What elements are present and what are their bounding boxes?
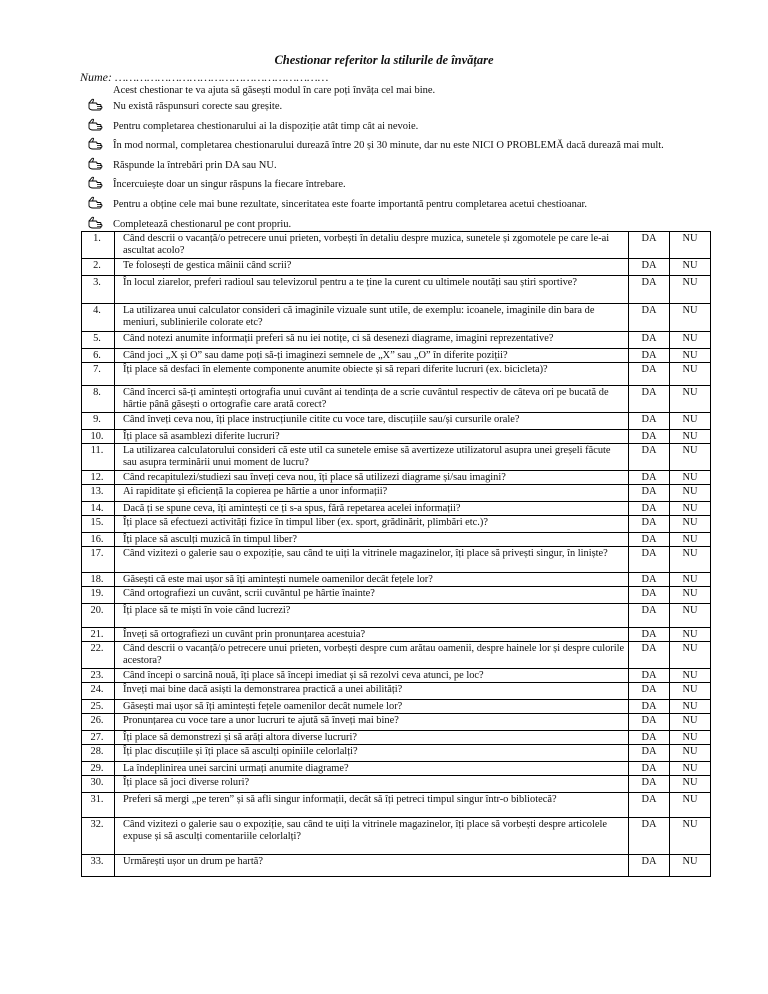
- question-row: [82, 533, 711, 547]
- answer-nu[interactable]: NU: [670, 332, 711, 349]
- instruction-item: [88, 137, 728, 157]
- answer-nu[interactable]: NU: [670, 413, 711, 430]
- hand-pointer-icon: [88, 157, 104, 170]
- answer-da[interactable]: DA: [629, 502, 670, 516]
- question-text: Îți place să demonstrezi și să arăți altora diverse lucruri?: [115, 731, 629, 745]
- question-text: Când descrii o vacanță/o petrecere unui prieten, vorbești despre cum arătau oamenii, despre hainele lor și despre culorile acestora?: [115, 642, 629, 669]
- answer-da[interactable]: DA: [629, 485, 670, 502]
- question-row: [82, 776, 711, 793]
- answer-nu[interactable]: NU: [670, 363, 711, 386]
- question-text: Când recapitulezi/studiezi sau înveți ceva nou, îți place să utilizezi diagrame și/sau imagini?: [115, 471, 629, 485]
- answer-da[interactable]: DA: [629, 413, 670, 430]
- question-text: Ai rapiditate și eficiență la copierea pe hârtie a unor informații?: [115, 485, 629, 502]
- instruction-item: [88, 196, 728, 216]
- question-text: Când ortografiezi un cuvânt, scrii cuvântul pe hârtie înainte?: [115, 587, 629, 604]
- answer-da[interactable]: DA: [629, 762, 670, 776]
- answer-nu[interactable]: NU: [670, 604, 711, 628]
- question-row: [82, 855, 711, 877]
- answer-nu[interactable]: NU: [670, 818, 711, 855]
- question-number: 14.: [82, 502, 115, 516]
- answer-da[interactable]: DA: [629, 818, 670, 855]
- answer-nu[interactable]: NU: [670, 714, 711, 731]
- question-row: [82, 587, 711, 604]
- question-row: [82, 669, 711, 683]
- answer-nu[interactable]: NU: [670, 683, 711, 700]
- question-text: Urmărești ușor un drum pe hartă?: [115, 855, 629, 877]
- question-text: Când notezi anumite informații preferi să nu iei notițe, ci să desenezi diagrame, imagini reprezentative?: [115, 332, 629, 349]
- question-number: 27.: [82, 731, 115, 745]
- question-text: Când începi o sarcină nouă, îți place să începi imediat și să rezolvi ceva atunci, pe loc?: [115, 669, 629, 683]
- question-row: [82, 731, 711, 745]
- question-number: 17.: [82, 547, 115, 573]
- answer-da[interactable]: DA: [629, 259, 670, 276]
- answer-da[interactable]: DA: [629, 573, 670, 587]
- answer-nu[interactable]: NU: [670, 793, 711, 818]
- page-title: Chestionar referitor la stilurile de învățare: [274, 53, 494, 67]
- hand-pointer-icon: [88, 137, 104, 150]
- question-number: 4.: [82, 304, 115, 332]
- instruction-text: Răspunde la întrebări prin DA sau NU.: [113, 159, 277, 171]
- answer-nu[interactable]: NU: [670, 642, 711, 669]
- instruction-item: [88, 118, 728, 138]
- answer-da[interactable]: DA: [629, 587, 670, 604]
- answer-da[interactable]: DA: [629, 855, 670, 877]
- question-text: Îți place să asamblezi diferite lucruri?: [115, 430, 629, 444]
- question-row: [82, 573, 711, 587]
- answer-nu[interactable]: NU: [670, 276, 711, 304]
- question-row: [82, 628, 711, 642]
- answer-nu[interactable]: NU: [670, 776, 711, 793]
- question-text: Găsești că este mai ușor să îți amintești numele oamenilor decât fețele lor?: [115, 573, 629, 587]
- question-number: 28.: [82, 745, 115, 762]
- question-number: 16.: [82, 533, 115, 547]
- question-number: 10.: [82, 430, 115, 444]
- question-row: [82, 547, 711, 573]
- answer-nu[interactable]: NU: [670, 700, 711, 714]
- question-number: 2.: [82, 259, 115, 276]
- instruction-item: [88, 98, 728, 118]
- answer-da[interactable]: DA: [629, 669, 670, 683]
- answer-da[interactable]: DA: [629, 304, 670, 332]
- instruction-text: Pentru completarea chestionarului ai la dispoziție atât timp cât ai nevoie.: [113, 120, 419, 132]
- answer-nu[interactable]: NU: [670, 502, 711, 516]
- question-row: [82, 386, 711, 413]
- answer-nu[interactable]: NU: [670, 628, 711, 642]
- answer-da[interactable]: DA: [629, 604, 670, 628]
- answer-nu[interactable]: NU: [670, 745, 711, 762]
- question-text: La îndeplinirea unei sarcini urmați anumite diagrame?: [115, 762, 629, 776]
- question-number: 30.: [82, 776, 115, 793]
- answer-da[interactable]: DA: [629, 533, 670, 547]
- question-text: Înveți mai bine dacă asiști la demonstrarea practică a unei abilități?: [115, 683, 629, 700]
- answer-nu[interactable]: NU: [670, 430, 711, 444]
- answer-da[interactable]: DA: [629, 683, 670, 700]
- answer-nu[interactable]: NU: [670, 349, 711, 363]
- answer-da[interactable]: DA: [629, 276, 670, 304]
- question-text: Îți place să efectuezi activități fizice în timpul liber (ex. sport, grădinărit, plimbări etc.)?: [115, 516, 629, 533]
- answer-nu[interactable]: NU: [670, 573, 711, 587]
- answer-da[interactable]: DA: [629, 349, 670, 363]
- question-number: 19.: [82, 587, 115, 604]
- questionnaire-table: [81, 231, 711, 877]
- question-number: 7.: [82, 363, 115, 386]
- question-text: La utilizarea unui calculator consideri că imaginile vizuale sunt utile, de exemplu: icoanele, imaginile din bara de meniuri, sublinierile colorate etc?: [115, 304, 629, 332]
- instruction-item: [88, 157, 728, 177]
- question-text: Când descrii o vacanță/o petrecere unui prieten, vorbești în detaliu despre muzica, sunetele și zgomotele pe care le-ai ascultat acolo?: [115, 232, 629, 259]
- question-number: 32.: [82, 818, 115, 855]
- question-text: Îți place să asculți muzică în timpul liber?: [115, 533, 629, 547]
- answer-da[interactable]: DA: [629, 731, 670, 745]
- question-row: [82, 818, 711, 855]
- instruction-item: [88, 176, 728, 196]
- answer-nu[interactable]: NU: [670, 587, 711, 604]
- answer-da[interactable]: DA: [629, 363, 670, 386]
- hand-pointer-icon: [88, 98, 104, 111]
- answer-da[interactable]: DA: [629, 628, 670, 642]
- hand-pointer-icon: [88, 216, 104, 229]
- question-row: [82, 485, 711, 502]
- question-number: 15.: [82, 516, 115, 533]
- question-number: 26.: [82, 714, 115, 731]
- answer-da[interactable]: DA: [629, 516, 670, 533]
- question-number: 23.: [82, 669, 115, 683]
- question-row: [82, 349, 711, 363]
- question-row: [82, 516, 711, 533]
- instructions-list: [88, 98, 728, 235]
- question-row: [82, 363, 711, 386]
- question-row: [82, 444, 711, 471]
- answer-nu[interactable]: NU: [670, 259, 711, 276]
- answer-da[interactable]: DA: [629, 793, 670, 818]
- instruction-text: În mod normal, completarea chestionarului durează între 20 și 30 minute, dar nu este NICI O PROBLEMĂ dacă durează mai mult.: [113, 140, 664, 152]
- answer-da[interactable]: DA: [629, 547, 670, 573]
- question-text: Înveți să ortografiezi un cuvânt prin pronunțarea acestuia?: [115, 628, 629, 642]
- question-number: 31.: [82, 793, 115, 818]
- answer-nu[interactable]: NU: [670, 516, 711, 533]
- question-text: Dacă ți se spune ceva, îți amintești ce ți s-a spus, fără repetarea acelei informații?: [115, 502, 629, 516]
- answer-da[interactable]: DA: [629, 700, 670, 714]
- question-number: 29.: [82, 762, 115, 776]
- answer-nu[interactable]: NU: [670, 533, 711, 547]
- question-number: 3.: [82, 276, 115, 304]
- question-row: [82, 793, 711, 818]
- question-number: 33.: [82, 855, 115, 877]
- question-text: Îți place să desfaci în elemente componente anumite obiecte și să repari diferite lucruri (ex. bicicleta)?: [115, 363, 629, 386]
- answer-nu[interactable]: NU: [670, 855, 711, 877]
- instruction-text: Completează chestionarul pe cont propriu.: [113, 218, 292, 230]
- question-number: 6.: [82, 349, 115, 363]
- question-text: Când înveți ceva nou, îți place instrucțiunile citite cu voce tare, discuțiile sau/și cursurile orale?: [115, 413, 629, 430]
- question-text: La utilizarea calculatorului consideri că este util ca sunetele emise să avertizeze utilizatorul asupra unei greșeli făcute sau asupra terminării unui moment de lucru?: [115, 444, 629, 471]
- question-row: [82, 332, 711, 349]
- question-text: Găsești mai ușor să îți amintești fețele oamenilor decât numele lor?: [115, 700, 629, 714]
- question-number: 13.: [82, 485, 115, 502]
- answer-da[interactable]: DA: [629, 386, 670, 413]
- question-row: [82, 232, 711, 259]
- question-row: [82, 745, 711, 762]
- instruction-text: Nu există răspunsuri corecte sau greșite.: [113, 101, 283, 112]
- answer-nu[interactable]: NU: [670, 731, 711, 745]
- answer-nu[interactable]: NU: [670, 762, 711, 776]
- question-number: 5.: [82, 332, 115, 349]
- answer-nu[interactable]: NU: [670, 669, 711, 683]
- question-number: 20.: [82, 604, 115, 628]
- question-row: [82, 471, 711, 485]
- question-text: Când încerci să-ți amintești ortografia unui cuvânt ai tendința de a scrie cuvântul respectiv de câteva ori pe bucată de hârtie până găsești o ortografie care arată corect?: [115, 386, 629, 413]
- answer-da[interactable]: DA: [629, 444, 670, 471]
- question-text: Când vizitezi o galerie sau o expoziție, sau când te uiți la vitrinele magazinelor, îți place să privești singur, în liniște?: [115, 547, 629, 573]
- question-row: [82, 642, 711, 669]
- answer-da[interactable]: DA: [629, 430, 670, 444]
- question-row: [82, 683, 711, 700]
- question-row: [82, 700, 711, 714]
- question-text: Preferi să mergi „pe teren” și să afli singur informații, decât să îți petreci timpul singur într-o bibliotecă?: [115, 793, 629, 818]
- intro-text: Acest chestionar te va ajuta să găsești modul în care poți învăța cel mai bine.: [113, 85, 436, 96]
- question-number: 22.: [82, 642, 115, 669]
- instruction-text: Pentru a obține cele mai bune rezultate, sinceritatea este foarte importantă pentru completarea acetui chestioanar.: [113, 198, 588, 210]
- question-text: Pronunțarea cu voce tare a unor lucruri te ajută să înveți mai bine?: [115, 714, 629, 731]
- question-number: 24.: [82, 683, 115, 700]
- question-number: 8.: [82, 386, 115, 413]
- question-text: Când joci „X și O” sau dame poți să-ți imaginezi semnele de „X” sau „O” în diferite poziții?: [115, 349, 629, 363]
- question-text: Te folosești de gestica mâinii când scrii?: [115, 259, 629, 276]
- question-number: 21.: [82, 628, 115, 642]
- name-field[interactable]: Nume: ……………………………………………………: [80, 70, 329, 84]
- answer-da[interactable]: DA: [629, 642, 670, 669]
- answer-nu[interactable]: NU: [670, 547, 711, 573]
- answer-nu[interactable]: NU: [670, 485, 711, 502]
- question-text: Îți place să te miști în voie când lucrezi?: [115, 604, 629, 628]
- question-text: Îți place să joci diverse roluri?: [115, 776, 629, 793]
- answer-nu[interactable]: NU: [670, 232, 711, 259]
- question-number: 12.: [82, 471, 115, 485]
- question-row: [82, 276, 711, 304]
- answer-da[interactable]: DA: [629, 776, 670, 793]
- answer-da[interactable]: DA: [629, 745, 670, 762]
- answer-da[interactable]: DA: [629, 332, 670, 349]
- answer-nu[interactable]: NU: [670, 444, 711, 471]
- question-number: 18.: [82, 573, 115, 587]
- question-row: [82, 502, 711, 516]
- hand-pointer-icon: [88, 196, 104, 209]
- question-row: [82, 430, 711, 444]
- instruction-text: Încercuiește doar un singur răspuns la fiecare întrebare.: [113, 179, 346, 191]
- answer-da[interactable]: DA: [629, 232, 670, 259]
- question-number: 25.: [82, 700, 115, 714]
- question-row: [82, 714, 711, 731]
- answer-da[interactable]: DA: [629, 471, 670, 485]
- answer-nu[interactable]: NU: [670, 304, 711, 332]
- question-text: În locul ziarelor, preferi radioul sau televizorul pentru a te ține la curent cu ultimele noutăți sau știri sportive?: [115, 276, 629, 304]
- hand-pointer-icon: [88, 176, 104, 189]
- question-row: [82, 259, 711, 276]
- answer-nu[interactable]: NU: [670, 386, 711, 413]
- question-row: [82, 304, 711, 332]
- question-text: Când vizitezi o galerie sau o expoziție, sau când te uiți la vitrinele magazinelor, îți place să vorbești despre articolele expuse și să asculți comentariile celorlalți?: [115, 818, 629, 855]
- question-text: Îți plac discuțiile și îți place să asculți opiniile celorlalți?: [115, 745, 629, 762]
- question-row: [82, 762, 711, 776]
- question-number: 11.: [82, 444, 115, 471]
- answer-da[interactable]: DA: [629, 714, 670, 731]
- hand-pointer-icon: [88, 118, 104, 131]
- answer-nu[interactable]: NU: [670, 471, 711, 485]
- question-number: 1.: [82, 232, 115, 259]
- question-row: [82, 604, 711, 628]
- question-row: [82, 413, 711, 430]
- question-number: 9.: [82, 413, 115, 430]
